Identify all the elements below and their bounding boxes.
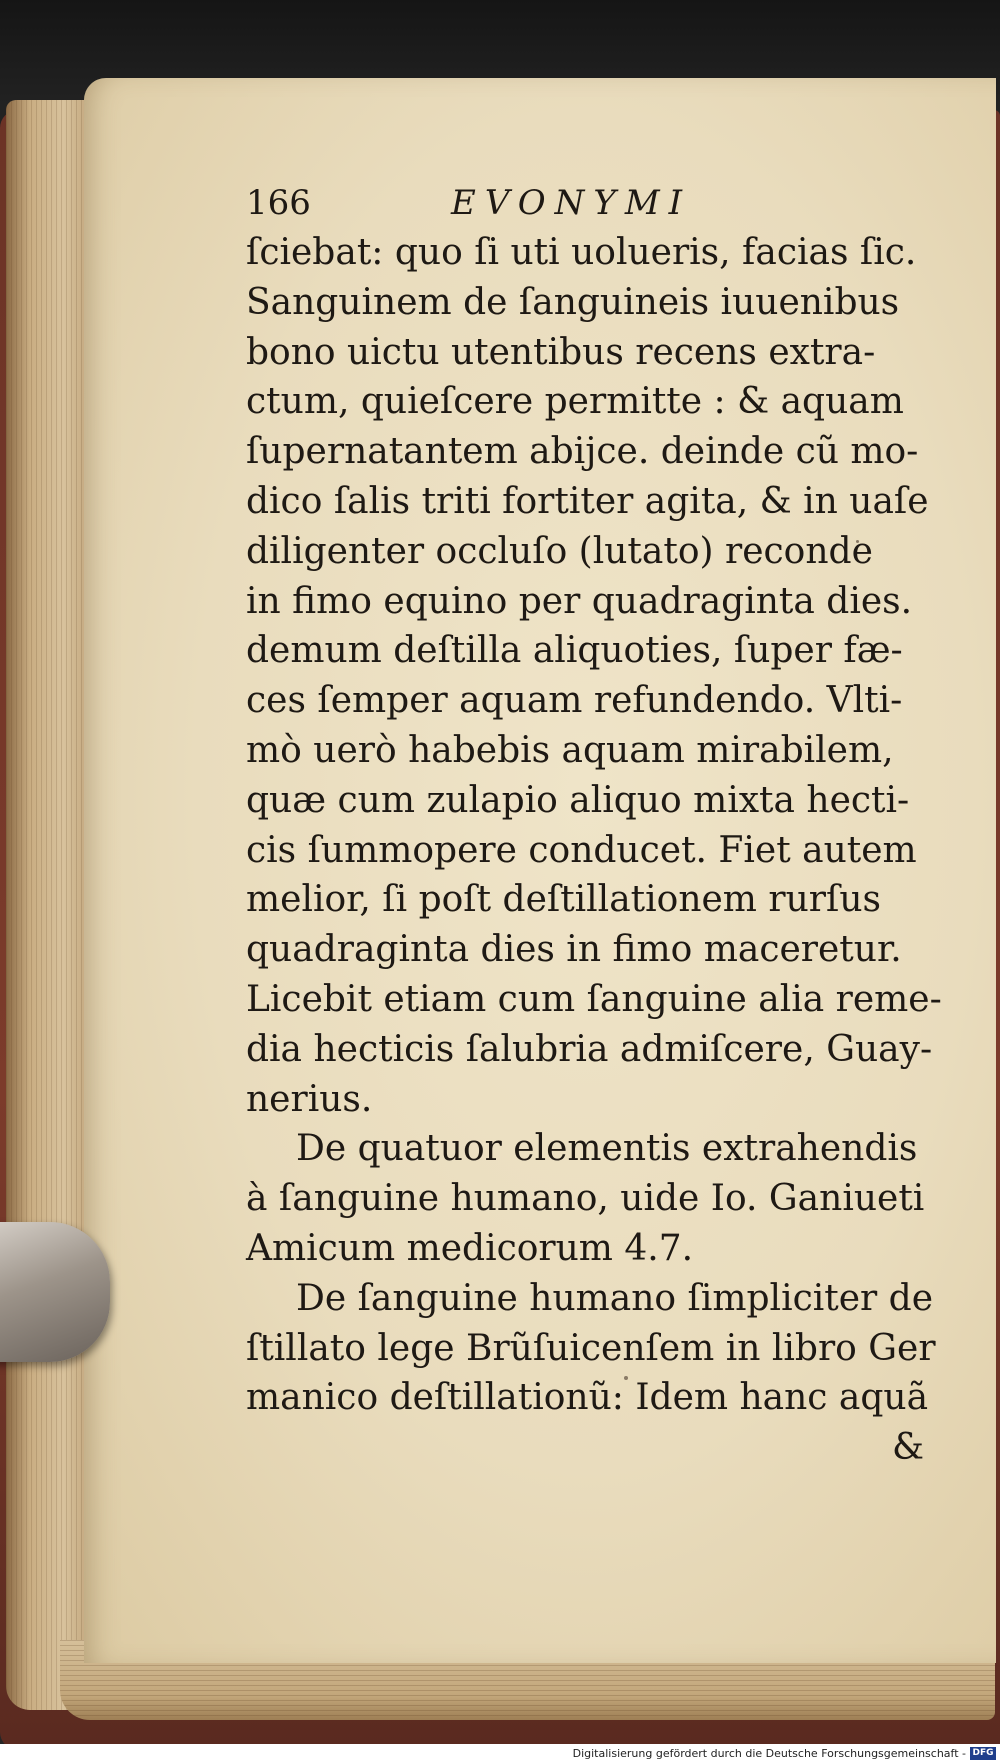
text-line: quæ cum zulapio aliquo mixta hecti- (246, 779, 910, 821)
footer-bar (0, 1744, 1000, 1763)
body-text (246, 228, 946, 1423)
dfg-logo-icon: DFG (970, 1747, 996, 1760)
text-line: Sanguinem de ſanguineis iuuenibus (246, 281, 900, 323)
text-line: De quatuor elementis extrahendis (296, 1128, 918, 1170)
text-line: in fimo equino per quadraginta dies. (246, 580, 913, 622)
text-line: cis ſummopere conducet. Fiet autem (246, 829, 917, 871)
text-line: ſupernatantem abijce. deinde cũ mo- (246, 431, 919, 473)
text-line: à ſanguine humano, uide Io. Ganiueti (246, 1178, 925, 1220)
text-line: mò uerò habebis aquam mirabilem, (246, 729, 894, 771)
text-block (246, 178, 946, 1473)
text-line: dico ſalis triti fortiter agita, & in uaſe (246, 480, 929, 522)
text-line: bono uictu utentibus recens extra- (246, 331, 876, 373)
text-line: melior, ſi poſt deſtillationem rurſus (246, 879, 881, 921)
text-line: ces ſemper aquam refundendo. Vlti- (246, 680, 903, 722)
text-line: Licebit etiam cum ſanguine alia reme- (246, 978, 942, 1020)
text-line: ctum, quieſcere permitte : & aquam (246, 381, 904, 423)
text-line: ſciebat: quo ſi uti uolueris, facias ſic. (246, 232, 917, 273)
running-title: EVONYMI (451, 183, 692, 223)
text-line: nerius. (246, 1078, 373, 1120)
page-number: 166 (246, 183, 311, 223)
text-line: quadraginta dies in fimo maceretur. (246, 929, 902, 971)
catchword: & (891, 1427, 924, 1469)
text-line: dia hecticis ſalubria admiſcere, Guay- (246, 1028, 933, 1070)
text-line: manico deſtillationũ: Idem hanc aquã (246, 1377, 929, 1419)
footer-credit: Digitalisierung gefördert durch die Deutsche Forschungsgemeinschaft - (572, 1747, 966, 1760)
text-line: demum deſtilla aliquoties, ſuper fæ- (246, 630, 903, 672)
text-line: diligenter occluſo (lutato) reconde (246, 530, 873, 572)
text-line: De ſanguine humano ſimpliciter de (296, 1277, 934, 1319)
book-clip (0, 1222, 110, 1362)
text-line: ſtillato lege Brũſuicenſem in libro Ger (246, 1327, 936, 1369)
running-head (246, 178, 946, 228)
text-line: Amicum medicorum 4.7. (246, 1227, 694, 1269)
